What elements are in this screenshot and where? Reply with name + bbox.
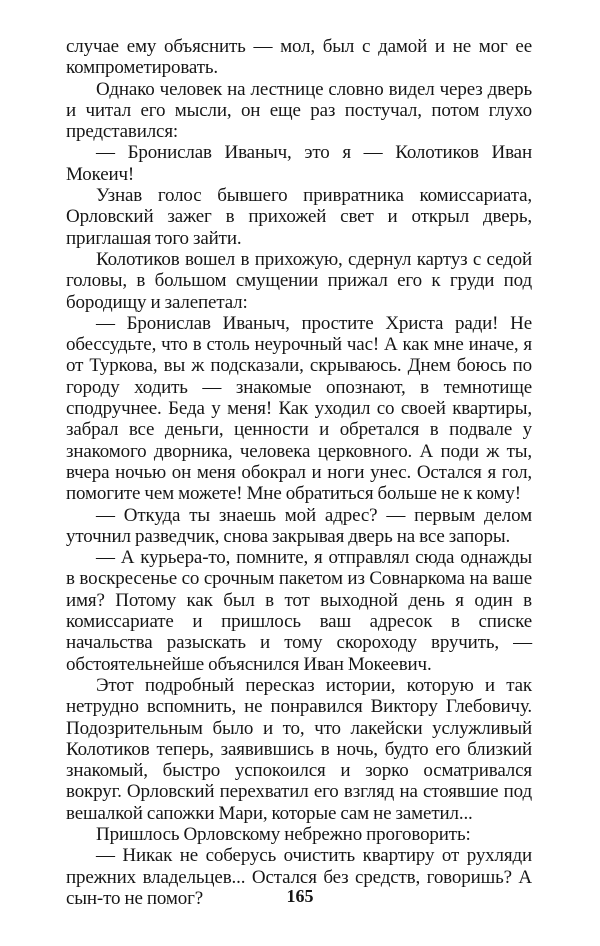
page-number: 165 — [286, 886, 314, 906]
dialogue-line: — Бронислав Иваныч, это я — Колотиков Иван Мокеич! — [66, 142, 532, 185]
dialogue-line: — Никак не соберусь очистить квартиру от рухляди прежних владельцев... Остался без средств, говоришь? А сын-то не помог? — [66, 845, 532, 909]
dialogue-line: — А курьера-то, помните, я отправлял сюда однажды в воскресенье со срочным пакетом из Совнаркома на ваше имя? Потому как был в тот выходной день я один в комиссариате и пришлось ваш адресок в списке начальства разыскать и тому скороходу вручить, — обстоятельнейше объяснился Иван Мокеевич. — [66, 547, 532, 675]
paragraph-continuation: случае ему объяснить — мол, был с дамой и не мог ее компрометировать. — [66, 36, 532, 79]
paragraph: Этот подробный пересказ истории, которую и так нетрудно вспомнить, не понравился Виктору Глебовичу. Подозрительным было и то, что лакейски услужливый Колотиков теперь, заявившись в ночь, будто его близкий знакомый, быстро успокоился и зорко осматривался вокруг. Орловский перехватил его взгляд на стоявшие под вешалкой сапожки Мари, которые сам не заметил... — [66, 674, 532, 824]
paragraph: Узнав голос бывшего привратника комиссариата, Орловский зажег в прихожей свет и открыл дверь, приглашая того зайти. — [66, 185, 532, 249]
paragraph: Колотиков вошел в прихожую, сдернул картуз с седой головы, в большом смущении прижал его к груди под бородищу и залепетал: — [66, 248, 532, 313]
dialogue-line: — Откуда ты знаешь мой адрес? — первым делом уточнил разведчик, снова закрывая дверь на все запоры. — [66, 504, 532, 547]
dialogue-line: — Бронислав Иваныч, простите Христа ради! Не обессудьте, что в столь неурочный час! А как мне иначе, я от Туркова, вы ж подсказали, скрываюсь. Днем боюсь по городу ходить — знакомые опознают, в темнотище сподручнее. Беда у меня! Как уходил со своей квартиры, забрал все деньги, ценности и обретался в подвале у знакомого дворника, человека церковного. А поди ж ты, вчера ночью он меня обокрал и ноги унес. Остался я гол, помогите чем можете! Мне обратиться больше не к кому! — [66, 312, 532, 505]
paragraph: Однако человек на лестнице словно видел через дверь и читал его мысли, он еще раз постучал, потом глухо представился: — [66, 78, 532, 143]
paragraph: Пришлось Орловскому небрежно проговорить: — [96, 823, 471, 845]
page-text — [66, 36, 532, 909]
